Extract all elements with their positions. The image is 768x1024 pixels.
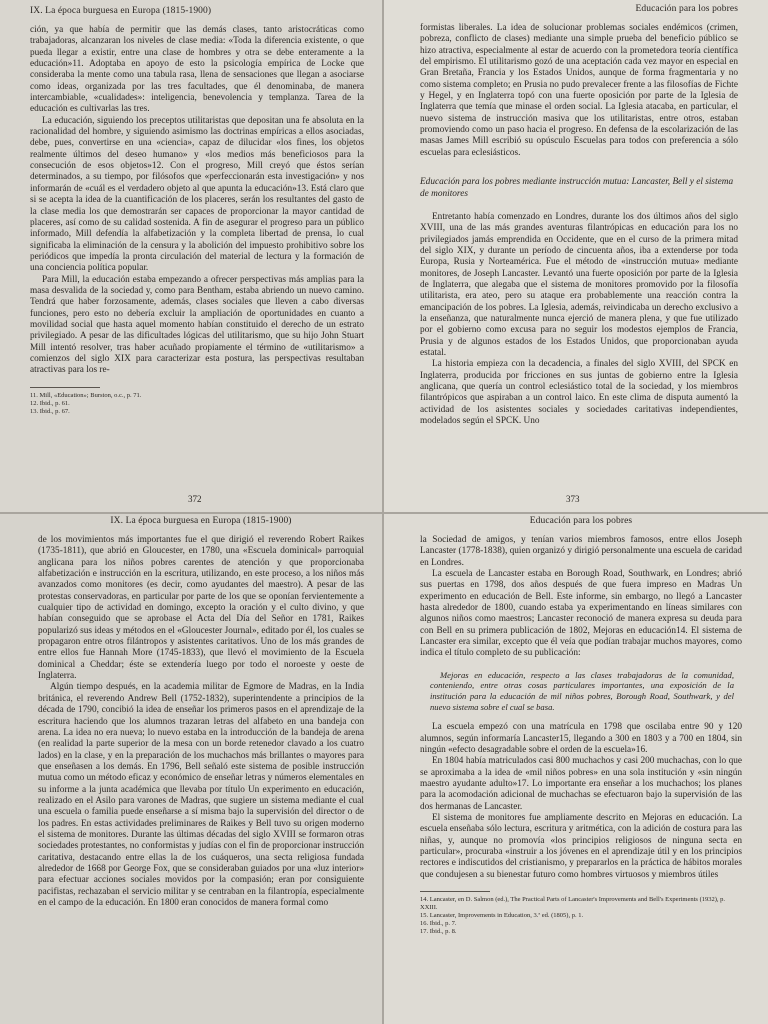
paragraph: La historia empieza con la decadencia, a finales del siglo XVIII, del SPCK en Inglaterra, producida por fricciones en sus juntas de gobierno entre la Iglesia anglicana, que quería un control eclesiástico total de la sociedad, y los miembros filantrópicos que aspiraban a un control laico. En este clima de disputa aumentó la actividad de los asistentes sociales y sociedades caritativas independientes, modelados según el SPCK. Uno [420,359,738,427]
footnote-rule [420,891,490,892]
page-bottom-left [0,514,382,1024]
running-head: Educación para los pobres [635,4,738,14]
footnote: 13. Ibid., p. 67. [30,407,70,415]
page-bottom-right [384,514,768,1024]
page-number: 373 [566,494,580,504]
block-quote [430,670,734,712]
paragraph: En 1804 había matriculados casi 800 muchachos y casi 200 muchachas, con lo que se aproximaba a la idea de «mil niños pobres» en una sola institución y «sin ningún maestro ayudante adulto»17. Lo importante era enseñar a los muchachos; los planes para la acomodación adicional de muchachas se efectuaron bajo la supervisión de las dos hermanas de Lancaster. [420,756,742,812]
paragraph: Entretanto había comenzado en Londres, durante los dos últimos años del siglo XVIII, una de las más grandes aventuras filantrópicas en educación para los no privilegiados jamás emprendida en Occidente, que en el curso de la primera mitad del siglo XIX, y durante un período de cincuenta años, iba a extenderse por toda Europa, Rusia y Norteamérica. Fue el método de «instrucción mutua» mediante monitores, de Joseph Lancaster. Levantó una fuerte oposición por parte de la Iglesia de Inglaterra, que alegaba que el sistema de monitores promovido por la filosofía utilitarista, era ateo, pero su ataque era probablemente una reacción contra la emancipación de los pobres. La Iglesia, además, reivindicaba un derecho exclusivo a la enseñanza, que naturalmente nunca ejerció de manera plena, y que fue utilizado por el gobierno como excusa para no seguir los modestos ejemplos de Francia, Prusia y de algunos estados de los Estados Unidos, que proporcionaban ayuda estatal. [420,211,738,359]
body-text [30,25,364,377]
page-373 [384,0,768,512]
footnote: 14. Lancaster, en D. Salmon (ed.), The Practical Parts of Lancaster's Improvements and Bell's Experiments (1932), p. XXIII. [420,895,726,911]
footnote: 17. Ibid., p. 8. [420,927,457,935]
paragraph: ción, ya que había de permitir que las demás clases, tanto aristocráticas como trabajadoras, alcanzaran los niveles de clase media: «Toda la diferencia existente, o que pueda llegar a existir, entre una clase de hombres y otra se debe enteramente a la educación»11. Adoptaba en apoyo de esto la psicología empírica de Locke que consideraba la mente como una tabula rasa, llena de sensaciones que llegan a asociarse como ideas, organizada por las tres facultades, que él denominaba, de manera intercambiable, «cualidades»: inteligencia, benevolencia y templanza. Tarea de la educación es cultivarlas las tres. [30,25,364,115]
footnotes [30,392,364,416]
section-heading: Educación para los pobres mediante instrucción mutua: Lancaster, Bell y el sistema de monitores [420,177,734,199]
footnote: 15. Lancaster, Improvements in Education, 3.ª ed. (1805), p. 1. [420,911,584,919]
quote-text: Mejoras en educación, respecto a las clases trabajadoras de la comunidad, conteniendo, entre otras cosas particulares importantes, una exposición de la institución para la educación de mil niños pobres, Borough Road, Southwark, y del nuevo sistema sobre el cual se basa. [430,669,734,712]
footnote: 12. Ibid., p. 61. [30,399,70,407]
running-head: Educación para los pobres [529,516,633,526]
paragraph: La educación, siguiendo los preceptos utilitaristas que depositan una fe absoluta en la racionalidad del hombre, y siguiendo asimismo las doctrinas empíricas a ellos asociadas, debe, pues, convertirse en una «ciencia», capaz de dilucidar «los fines, los objetos realmente últimos del deseo humano» y «los medios más beneficiosos para la consecución de esos objetos»12. Con el progreso, Mill creyó que éstos serían determinados, a su tiempo, por filósofos que «perfeccionarán esta investigación» y nos informarán de «cuál es el verdadero objeto al que apunta la educación»13. Está claro que si se acepta la idea de la cuantificación de los placeres, serán los resultantes del gasto de la clase media los que demostrarán ser capaces de proporcionar la mayor cantidad de placeres, así como de su calidad sostenida. A fin de asegurar el progreso para un público informado, Mill defendía la alfabetización y la completa libertad de prensa, lo cual significaba la eliminación de la censura y la abolición del impuesto prohibitivo sobre los periódicos que impedía la pronta circulación del material de lectura y la formación de una conciencia política popular. [30,115,364,274]
page-number: 372 [188,494,202,504]
body-text [420,535,742,660]
footnotes [420,896,742,936]
paragraph: La escuela empezó con una matrícula en 1798 que oscilaba entre 90 y 120 alumnos, según informaría Lancaster15, llegando a 300 en 1803 y a 700 en 1804, sin ningún «efecto desagradable sobre el orden de la escuela»16. [420,722,742,755]
body-text [420,212,738,428]
running-head: IX. La época burguesa en Europa (1815-1900) [30,6,212,16]
paragraph: formistas liberales. La idea de solucionar problemas sociales endémicos (crimen, pobreza, conflicto de clases) mediante una simple prueba del beneficio público se hizo atractiva, especialmente al estar de acuerdo con la prometedora teoría científica del empirismo. El utilitarismo gozó de una aceptación cada vez mayor en especial en Gran Bretaña, Francia y los Estados Unidos, aunque de forma fragmentaria y no como sistema completo; en Prusia no pudo prevalecer frente a las filosofías de Fichte y Hegel, y en Inglaterra topó con una fuerte oposición por parte de la Iglesia de Inglaterra que temía que minase el orden social. La Iglesia atacaba, en particular, el nuevo sistema de instrucción masiva que los utilitaristas, entre otros, estaban promoviendo como un paso hacia el progreso. En defensa de la escolarización de las masas James Mill escribió su opúsculo Escuelas para todos con preferencia a sólo escuelas para eclesiásticos. [420,23,738,158]
body-text [38,535,364,909]
body-text [420,23,738,159]
paragraph: la Sociedad de amigos, y tenían varios miembros famosos, entre ellos Joseph Lancaster (1778-1838), quien organizó y dirigió personalmente una escuela de caridad en Londres. [420,535,742,568]
paragraph: Algún tiempo después, en la academia militar de Egmore de Madras, en la India británica, el reverendo Andrew Bell (1752-1832), superintendente a principios de la década de 1790, concibió la idea de enseñar los primeros pasos en el aprendizaje de la escritura haciendo que los alumnos trazaran letras del alfabeto en una bandeja con arena. La idea no era nueva; lo nuevo estaba en la introducción de la bandeja de arena (en realidad la parte superior de la mesa con un borde retenedor clavado a los cuatro lados) en la clase, y en la preparación de los muchachos más brillantes o mayores para que enseñasen a los demás. En 1796, Bell señaló este sistema de posible instrucción mutua como un método eficaz y económico de enseñar letras y números elementales en su informe a la junta académica que llevaba por título Un experimento en educación, realizado en el Asilo para varones de Madras, que sugiere un sistema mediante el cual una escuela o familia puede enseñarse a sí misma bajo la supervisión del director o de los padres. En estas actividades preliminares de Raikes y Bell tuvo su origen moderno el sistema de monitores. Durante las últimas décadas del siglo XVIII se formaron otras sociedades protestantes, no conformistas y judías con el fin de proporcionar instrucción caritativa, destacando entre ellas la de los cuáqueros, una secta religiosa fundada alrededor de 1668 por George Fox, que se consideraban guiados por una «luz interior» para efectuar acciones sociales movidos por la compasión; eran por consiguiente pacifistas, rechazaban el servicio militar y se centraban en la filantropía, especialmente en el campo de la educación. En 1800 eran conocidos de manera formal como [38,682,364,908]
paragraph: Para Mill, la educación estaba empezando a ofrecer perspectivas más amplias para la masa desvalida de la sociedad y, como para Bentham, estaba abriendo un nuevo camino. Tendrá que haber forzosamente, además, clases sociales que lleven a cabo diversas funciones, pero esto no debería excluir la ampliación de oportunidades en cuanto a movilidad social que hasta aquel momento habían constituido el derecho de un estrato privilegiado. A pesar de las dificultades lógicas del utilitarismo, que su hijo John Stuart Mill intentó resolver, tras haber acuñado propiamente el término de «utilitarismo» a comienzos del siglo XIX para caracterizar esta postura, las perspectivas resultaban atractivas para los re- [30,274,364,376]
footnote: 11. Mill, «Education»; Burston, o.c., p. 71. [30,391,142,399]
paragraph: El sistema de monitores fue ampliamente descrito en Mejoras en educación. La escuela enseñaba sólo lectura, escritura y aritmética, con la adición de costura para las niñas, y, aunque no promovía «los principios religiosos de ninguna secta en particular», procuraba «instruir a los jóvenes en el aprendizaje útil y en los principios rectores e indiscutidos del cristianismo, y prepararlos en la práctica de hábitos morales que condujesen a su bienestar futuro como hombres virtuosos y miembros útiles [420,812,742,880]
footnote-rule [30,387,100,388]
running-head: IX. La época burguesa en Europa (1815-1900) [110,516,292,526]
page-372 [0,0,382,512]
paragraph: La escuela de Lancaster estaba en Borough Road, Southwark, en Londres; abrió sus puertas en 1798, dos años después de que fuera impreso en Madras Un experimento en educación de Bell. Este informe, sin embargo, no llegó a Lancaster hasta alrededor de 1800, cuando estaba ya experimentando en líneas similares con algunos niños como maestros; Lancaster reconoció de manera expresa su deuda para con Bell en su primera publicación de 1802, Mejoras en educación14. El sistema de Lancaster era similar, excepto que él veía que podían trabajar muchos mayores, como indica el título completo de su publicación: [420,569,742,659]
paragraph: de los movimientos más importantes fue el que dirigió el reverendo Robert Raikes (1735-1811), que abrió en Gloucester, en 1780, una «Escuela dominical» parroquial anglicana para los niños pobres carentes de atención y que proporcionaba alfabetización e instrucción en la escritura, utilizando, en este proceso, a los niños más avanzados como monitores (es decir, como ayudantes del maestro). A pesar de las protestas conservadoras, en particular por parte de los que se oponían fervientemente a cualquier tipo de actividad en domingo, excepto la oración y el culto divino, y que habían conseguido que se aprobase el Acta del Día del Señor en 1781, Raikes popularizó sus ideas y métodos en el «Gloucester Journal», editado por él, los cuales se propagaron entre otros filántropos y asistentes caritativos. Uno de los más grandes de entre ellos fue Hannah More (1745-1833), que llevó el movimiento de la Escuela dominical a Cheddar; éste se extendería luego por todo el noroeste y oeste de Inglaterra. [38,535,364,682]
footnote: 16. Ibid., p. 7. [420,919,457,927]
body-text [420,722,742,881]
